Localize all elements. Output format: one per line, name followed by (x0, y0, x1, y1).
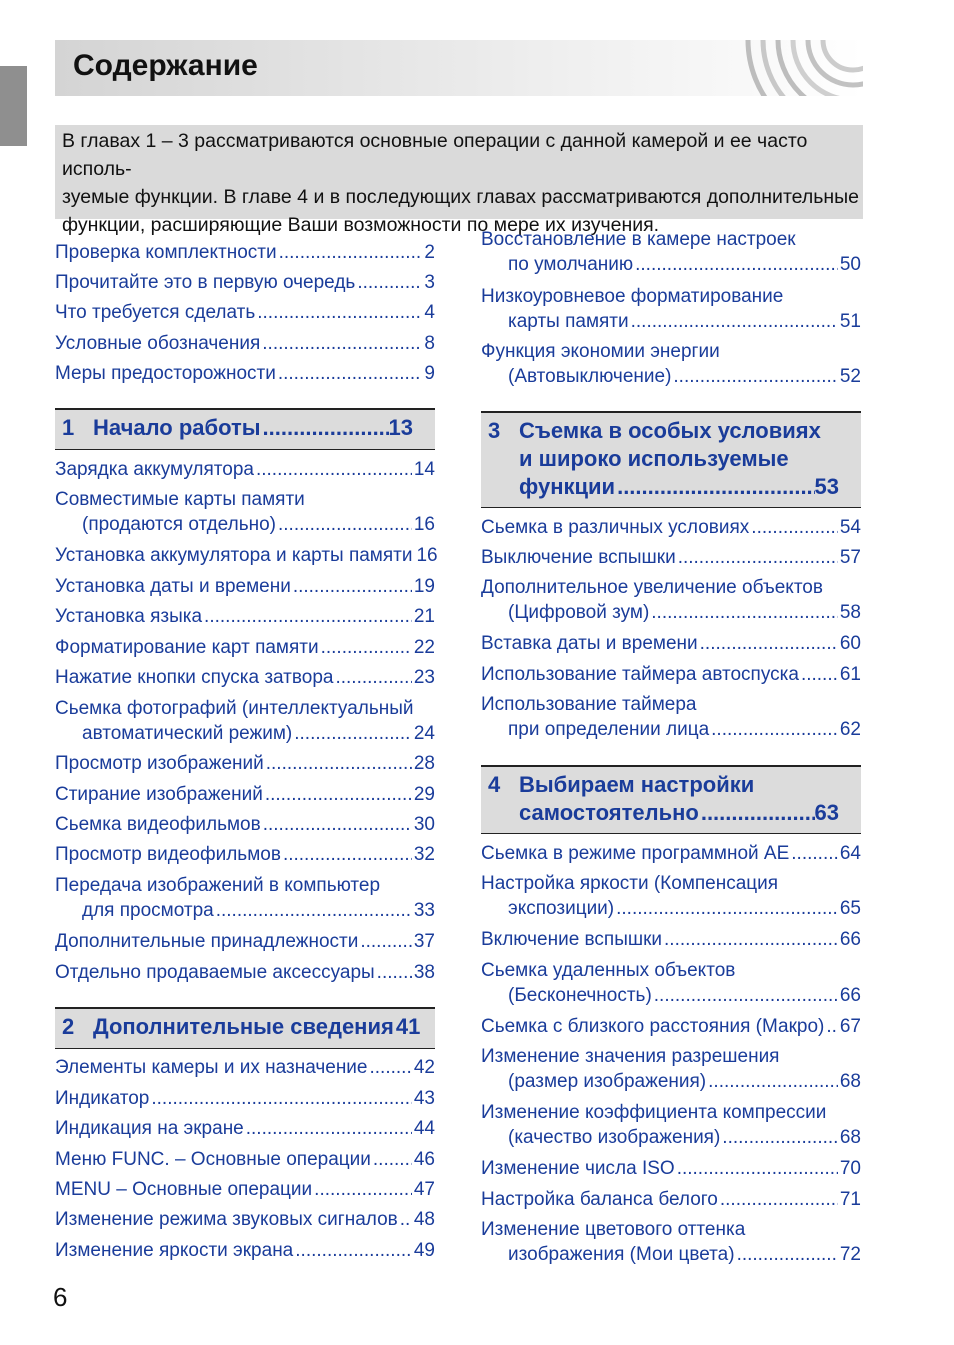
toc-entry[interactable] (55, 1207, 435, 1232)
toc-entry-title-cont: (Бесконечность) (508, 985, 652, 1006)
toc-entry[interactable] (55, 635, 435, 660)
toc-page-number: 52 (839, 366, 861, 387)
toc-page-number: 9 (424, 363, 435, 384)
toc-entry-title: Индикатор (55, 1088, 150, 1109)
toc-page-number: 54 (839, 517, 861, 538)
toc-page-number: 4 (424, 302, 435, 323)
chapter-title: и широко используемые (519, 446, 789, 471)
toc-page-number: 33 (413, 900, 435, 921)
leader-dots (377, 960, 412, 985)
toc-entry[interactable] (55, 812, 435, 837)
toc-page-number: 2 (424, 242, 435, 263)
toc-entry-title: Прочитайте это в первую очередь (55, 272, 356, 293)
chapter-title: Начало работы (93, 415, 261, 440)
toc-entry[interactable] (55, 665, 435, 690)
toc-entry-title-cont: (Цифровой зум) (508, 602, 650, 623)
toc-entry-title: Изменение яркости экрана (55, 1240, 294, 1261)
leader-dots (700, 631, 838, 656)
toc-page-number: 14 (413, 459, 435, 480)
leader-dots (151, 1086, 412, 1111)
leader-dots (701, 799, 815, 827)
toc-entry[interactable] (55, 457, 435, 482)
leader-dots (711, 717, 838, 742)
chapter-title: функции (519, 474, 616, 499)
toc-entry-title-cont: (продаются отдельно) (82, 514, 276, 535)
toc-entry[interactable] (55, 543, 438, 568)
toc-page-number: 48 (413, 1209, 435, 1230)
toc-entry[interactable] (481, 841, 861, 866)
leader-dots (263, 414, 389, 442)
toc-entry-title: Индикация на экране (55, 1118, 244, 1139)
toc-page-number: 37 (413, 931, 435, 952)
toc-entry-title: Изменение режима звуковых сигналов (55, 1209, 398, 1230)
toc-entry-title: Отдельно продаваемые аксессуары (55, 962, 375, 983)
chapter-number: 1 (62, 415, 75, 440)
leader-dots (370, 1055, 412, 1080)
toc-entry-title: Восстановление в камере настроек (481, 229, 796, 250)
toc-entry[interactable] (55, 1147, 435, 1172)
chapter-heading[interactable] (55, 408, 435, 450)
toc-entry-title: Выключение вспышки (481, 547, 676, 568)
toc-entry[interactable] (481, 871, 861, 921)
toc-entry-title: Просмотр изображений (55, 753, 264, 774)
toc-page-number: 22 (413, 637, 435, 658)
toc-page-number: 29 (413, 784, 435, 805)
toc-entry[interactable] (481, 284, 861, 334)
toc-entry[interactable] (481, 515, 861, 540)
toc-page-number: 71 (839, 1189, 861, 1210)
toc-page-number: 61 (839, 664, 861, 685)
toc-entry-title: Сьемка в различных условиях (481, 517, 750, 538)
toc-entry[interactable] (481, 662, 861, 687)
leader-dots (321, 635, 412, 660)
toc-entry[interactable] (481, 545, 861, 570)
leader-dots (826, 1014, 838, 1039)
toc-entry[interactable] (55, 1177, 435, 1202)
toc-entry-title: Функция экономии энергии (481, 341, 720, 362)
chapter-page-number: 63 (814, 800, 839, 825)
leader-dots (373, 1147, 412, 1172)
toc-entry-title: Низкоуровневое форматирование (481, 286, 784, 307)
toc-page-number: 23 (413, 667, 435, 688)
toc-entry-title: Установка языка (55, 606, 203, 627)
leader-dots (216, 898, 412, 923)
toc-entry-title: Стирание изображений (55, 784, 263, 805)
toc-entry[interactable] (481, 1100, 861, 1150)
leader-dots (651, 600, 838, 625)
toc-entry[interactable] (55, 842, 435, 867)
title-bar (55, 40, 863, 96)
leader-dots (265, 782, 412, 807)
leader-dots (617, 473, 814, 501)
leader-dots (654, 983, 838, 1008)
toc-entry-title: Установка аккумулятора и карты памяти (55, 545, 413, 566)
leader-dots (314, 1177, 412, 1202)
leader-dots (262, 331, 422, 356)
toc-entry[interactable] (55, 574, 435, 599)
toc-page-number: 16 (416, 545, 438, 566)
toc-entry-title: Изменение коэффициента компрессии (481, 1102, 827, 1123)
toc-entry-title-cont: по умолчанию (508, 254, 634, 275)
toc-page-number: 58 (839, 602, 861, 623)
toc-entry[interactable] (55, 604, 435, 629)
toc-page-number: 21 (413, 606, 435, 627)
leader-dots (400, 1207, 412, 1232)
leader-dots (263, 812, 412, 837)
toc-entry-title: Включение вспышки (481, 929, 663, 950)
toc-entry[interactable] (55, 782, 435, 807)
toc-entry[interactable] (481, 1044, 861, 1094)
toc-page-number: 16 (413, 514, 435, 535)
toc-entry-title: Условные обозначения (55, 333, 261, 354)
toc-page-number: 19 (413, 576, 435, 597)
toc-page-number: 3 (424, 272, 435, 293)
toc-entry[interactable] (481, 227, 861, 277)
toc-page-number: 24 (413, 723, 435, 744)
chapter-heading[interactable] (481, 411, 861, 508)
chapter-title: Дополнительные сведения (93, 1014, 394, 1039)
leader-dots (283, 842, 412, 867)
leader-dots (631, 309, 838, 334)
leader-dots (678, 545, 838, 570)
leader-dots (257, 300, 422, 325)
leader-dots (616, 896, 838, 921)
toc-entry[interactable] (55, 270, 435, 295)
toc-page-number: 68 (839, 1127, 861, 1148)
toc-entry-title: MENU – Основные операции (55, 1179, 313, 1200)
toc-page-number: 28 (413, 753, 435, 774)
toc-page-number: 8 (424, 333, 435, 354)
leader-dots (279, 240, 423, 265)
toc-entry-title: Изменение значения разрешения (481, 1046, 780, 1067)
toc-entry[interactable] (481, 927, 861, 952)
toc-entry[interactable] (481, 958, 861, 1008)
chapter-side-tab (0, 66, 27, 146)
toc-entry-title: Меню FUNC. – Основные операции (55, 1149, 371, 1170)
toc-entry[interactable] (55, 960, 435, 985)
toc-page-number: 47 (413, 1179, 435, 1200)
leader-dots (635, 252, 838, 277)
toc-entry-title: Сьемка с близкого расстояния (Макро) (481, 1016, 825, 1037)
leader-dots (278, 512, 412, 537)
toc-entry-title: Настройка баланса белого (481, 1189, 718, 1210)
toc-page-number: 60 (839, 633, 861, 654)
leader-dots (677, 1156, 838, 1181)
toc-page-number: 68 (839, 1071, 861, 1092)
decorative-rings-icon (733, 40, 863, 96)
toc-entry[interactable] (55, 300, 435, 325)
toc-page-number: 44 (413, 1118, 435, 1139)
toc-page-number: 43 (413, 1088, 435, 1109)
toc-entry-title: Нажатие кнопки спуска затвора (55, 667, 334, 688)
toc-entry-title-cont: экспозиции) (508, 898, 615, 919)
toc-entry[interactable] (55, 240, 435, 265)
toc-page-number: 49 (413, 1240, 435, 1261)
toc-page-number: 57 (839, 547, 861, 568)
leader-dots (357, 270, 422, 295)
toc-page-number: 51 (839, 311, 861, 332)
toc-entry-title-cont: для просмотра (82, 900, 214, 921)
toc-entry-title: Изменение числа ISO (481, 1158, 675, 1179)
intro-line: функции, расширяющие Ваши возможности по мере их изучения. (62, 214, 660, 236)
chapter-number: 2 (62, 1014, 75, 1039)
toc-entry-title: Зарядка аккумулятора (55, 459, 254, 480)
toc-entry[interactable] (55, 751, 435, 776)
chapter-number: 3 (488, 418, 501, 443)
toc-entry-title: Элементы камеры и их назначение (55, 1057, 368, 1078)
toc-entry[interactable] (55, 873, 435, 923)
toc-entry-title: Проверка комплектности (55, 242, 277, 263)
leader-dots (791, 841, 838, 866)
chapter-page-number: 41 (395, 1014, 421, 1039)
toc-entry[interactable] (55, 361, 435, 386)
toc-entry-title: Настройка яркости (Компенсация (481, 873, 779, 894)
toc-entry[interactable] (481, 1187, 861, 1212)
leader-dots (256, 457, 412, 482)
chapter-title: самостоятельно (519, 800, 699, 825)
leader-dots (801, 662, 838, 687)
toc-entry[interactable] (481, 631, 861, 656)
toc-entry[interactable] (481, 575, 861, 625)
toc-page-number: 50 (839, 254, 861, 275)
toc-entry-title: Передача изображений в компьютер (55, 875, 381, 896)
toc-entry-title: Совместимые карты памяти (55, 489, 305, 510)
toc-page-number: 64 (839, 843, 861, 864)
chapter-heading[interactable] (55, 1007, 435, 1049)
page-title: Содержание (73, 49, 258, 82)
toc-entry-title: Вставка даты и времени (481, 633, 698, 654)
toc-entry-title: Сьемка фотографий (интеллектуальный (55, 698, 414, 719)
leader-dots (737, 1242, 838, 1267)
toc-entry[interactable] (481, 1217, 861, 1267)
toc-entry-title: Установка даты и времени (55, 576, 291, 597)
toc-entry[interactable] (55, 1238, 435, 1263)
toc-page-number: 30 (413, 814, 435, 835)
leader-dots (266, 751, 412, 776)
toc-page-number: 62 (839, 719, 861, 740)
leader-dots (751, 515, 838, 540)
toc-page-number: 70 (839, 1158, 861, 1179)
toc-entry-title-cont: изображения (Мои цвета) (508, 1244, 735, 1265)
page-number: 6 (53, 1282, 68, 1312)
toc-page-number: 67 (839, 1016, 861, 1037)
toc-entry-title: Дополнительные принадлежности (55, 931, 359, 952)
toc-page-number: 32 (413, 844, 435, 865)
leader-dots (708, 1069, 838, 1094)
toc-entry[interactable] (55, 331, 435, 356)
toc-page-number: 66 (839, 929, 861, 950)
toc-entry-title: Форматирование карт памяти (55, 637, 319, 658)
toc-entry-title-cont: (качество изображения) (508, 1127, 721, 1148)
chapter-title: Выбираем настройки (519, 772, 755, 797)
chapter-title: Съемка в особых условиях (519, 418, 821, 443)
intro-line: В главах 1 – 3 рассматриваются основные операции с данной камерой и ее часто исполь- (62, 130, 808, 180)
toc-entry-title-cont: автоматический режим) (82, 723, 293, 744)
leader-dots (295, 1238, 412, 1263)
toc-entry-title: Сьемка в режиме программной AE (481, 843, 790, 864)
toc-entry-title-cont: (размер изображения) (508, 1071, 707, 1092)
leader-dots (204, 604, 412, 629)
chapter-number: 4 (488, 772, 501, 797)
toc-entry[interactable] (55, 929, 435, 954)
leader-dots (673, 364, 837, 389)
toc-page-number: 66 (839, 985, 861, 1006)
chapter-page-number: 13 (388, 415, 413, 440)
leader-dots (246, 1116, 412, 1141)
toc-entry[interactable] (55, 1055, 435, 1080)
intro-paragraph (55, 125, 863, 236)
chapter-heading[interactable] (481, 765, 861, 834)
toc-entry[interactable] (55, 487, 435, 537)
toc-entry-title-cont: (Автовыключение) (508, 366, 672, 387)
toc-entry-title: Дополнительное увеличение объектов (481, 577, 823, 598)
toc-entry[interactable] (481, 1014, 861, 1039)
toc-page-number: 72 (839, 1244, 861, 1265)
leader-dots (278, 361, 423, 386)
toc-entry[interactable] (481, 692, 861, 742)
toc-entry-title: Изменение цветового оттенка (481, 1219, 746, 1240)
toc-page-number: 65 (839, 898, 861, 919)
toc-page-number: 38 (413, 962, 435, 983)
leader-dots (360, 929, 412, 954)
leader-dots (722, 1125, 838, 1150)
leader-dots (293, 574, 412, 599)
toc-entry-title: Использование таймера автоспуска (481, 664, 799, 685)
toc-page-number: 46 (413, 1149, 435, 1170)
leader-dots (720, 1187, 838, 1212)
toc-entry-title: Меры предосторожности (55, 363, 276, 384)
toc-entry-title: Что требуется сделать (55, 302, 256, 323)
toc-entry-title: Сьемка видеофильмов (55, 814, 261, 835)
leader-dots (664, 927, 838, 952)
intro-line: зуемые функции. В главе 4 и в последующих главах рассматриваются дополнительные (62, 186, 860, 208)
toc-entry[interactable] (481, 1156, 861, 1181)
toc-page-number: 42 (413, 1057, 435, 1078)
leader-dots (335, 665, 411, 690)
chapter-page-number: 53 (814, 474, 839, 499)
leader-dots (294, 721, 412, 746)
toc-entry[interactable] (481, 339, 861, 389)
toc-entry-title: Использование таймера (481, 694, 697, 715)
toc-entry-title: Просмотр видеофильмов (55, 844, 281, 865)
toc-entry-title: Сьемка удаленных объектов (481, 960, 736, 981)
toc-entry[interactable] (55, 1086, 435, 1111)
toc-entry[interactable] (55, 696, 435, 746)
toc-entry[interactable] (55, 1116, 435, 1141)
toc-entry-title-cont: при определении лица (508, 719, 710, 740)
toc-entry-title-cont: карты памяти (508, 311, 629, 332)
